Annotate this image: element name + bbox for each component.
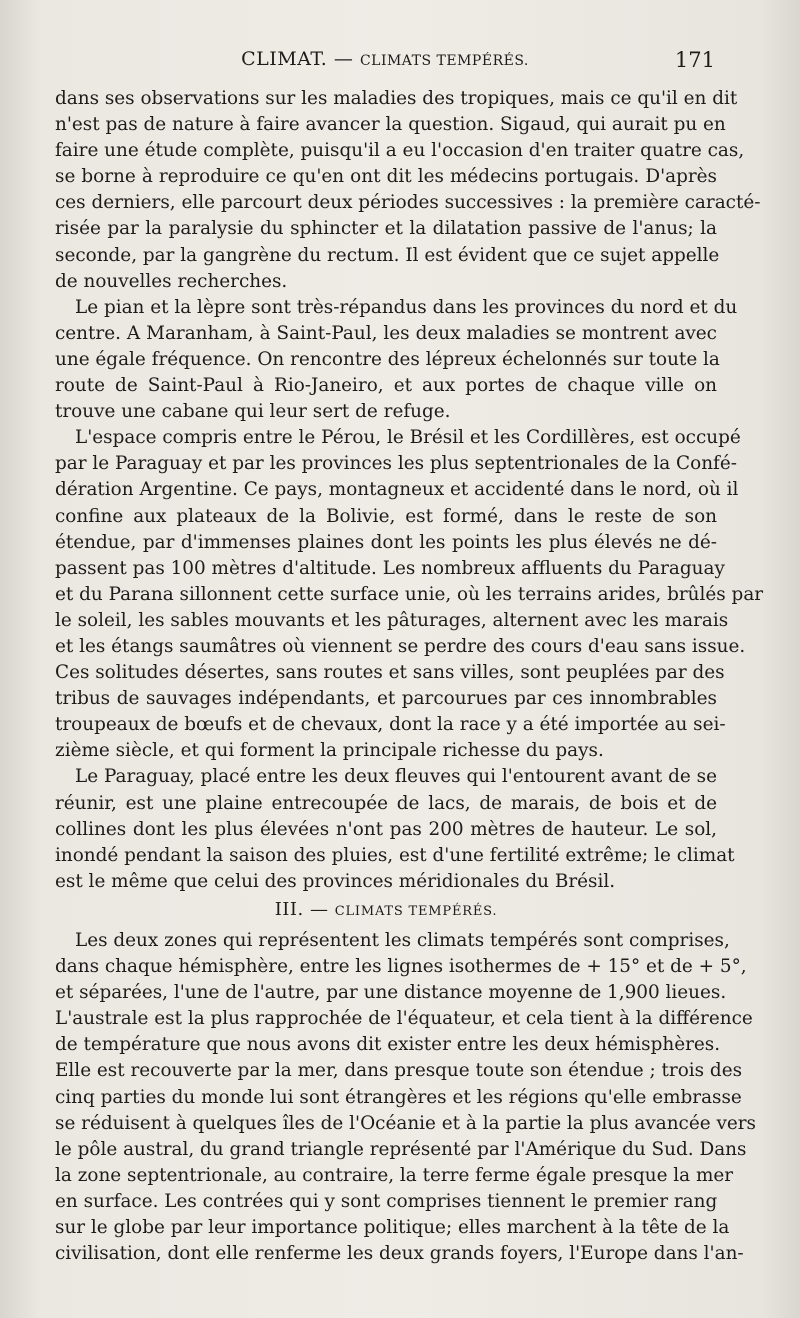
- text-line: passent pas 100 mètres d'altitude. Les nombreux affluents du Paraguay: [55, 557, 725, 579]
- section-dash: —: [309, 898, 329, 920]
- section-numeral: III.: [274, 898, 304, 920]
- text-line: la zone septentrionale, au contraire, la terre ferme égale presque la mer: [55, 1164, 734, 1186]
- text-line: une égale fréquence. On rencontre des lépreux échelonnés sur toute la: [55, 348, 720, 370]
- text-line: en surface. Les contrées qui y sont comprises tiennent le premier rang: [55, 1190, 718, 1212]
- section-title: CLIMATS TEMPÉRÉS.: [334, 903, 498, 919]
- page-header: [55, 48, 715, 82]
- running-head-main: CLIMAT.: [241, 48, 328, 70]
- text-line: est le même que celui des provinces méridionales du Brésil.: [55, 870, 616, 892]
- paragraph: [55, 425, 764, 764]
- text-line: civilisation, dont elle renferme les deux grands foyers, l'Europe dans l'an-: [55, 1243, 744, 1265]
- paragraph: [55, 295, 738, 425]
- text-line: troupeaux de bœufs et de chevaux, dont la race y a été importée au sei-: [55, 714, 726, 736]
- text-line: Les deux zones qui représentent les climats tempérés sont comprises,: [75, 930, 730, 951]
- text-line: Le Paraguay, placé entre les deux fleuves qui l'entourent avant de se: [75, 766, 717, 788]
- page-number: 171: [674, 48, 715, 72]
- text-line: trouve une cabane qui leur sert de refuge.: [55, 401, 451, 423]
- text-line: le soleil, les sables mouvants et les pâturages, alternent avec les marais: [55, 609, 729, 631]
- paragraph: [55, 928, 756, 1267]
- text-line: le pôle austral, du grand triangle représenté par l'Amérique du Sud. Dans: [55, 1138, 747, 1160]
- text-line: faire une étude complète, puisqu'il a eu l'occasion d'en traiter quatre cas,: [55, 140, 745, 162]
- text-line: se borne à reproduire ce qu'en ont dit les médecins portugais. D'après: [55, 166, 717, 188]
- text-line: ces derniers, elle parcourt deux périodes successives : la première caracté-: [55, 192, 761, 214]
- text-line: inondé pendant la saison des pluies, est d'une fertilité extrême; le climat: [55, 844, 735, 866]
- text-line: étendue, par d'immenses plaines dont les points les plus élevés ne dé-: [55, 531, 717, 553]
- text-line: centre. A Maranham, à Saint-Paul, les deux maladies se montrent avec: [55, 322, 717, 344]
- paragraphs: [55, 86, 764, 895]
- text-line: L'australe est la plus rapprochée de l'équateur, et cela tient à la différence: [55, 1008, 753, 1030]
- text-line: se réduisent à quelques îles de l'Océanie et à la partie la plus avancée vers: [55, 1112, 756, 1134]
- running-head-sub: CLIMATS TEMPÉRÉS.: [359, 53, 529, 69]
- text-line: risée par la paralysie du sphincter et la dilatation passive de l'anus; la: [55, 218, 717, 240]
- paragraph: [55, 764, 735, 894]
- text-line: de nouvelles recherches.: [55, 270, 288, 292]
- text-line: tribus de sauvages indépendants, et parcourues par ces innombrables: [55, 688, 717, 710]
- text-line: et séparées, l'une de l'autre, par une distance moyenne de 1,900 lieues.: [55, 982, 727, 1004]
- text-line: seconde, par la gangrène du rectum. Il est évident que ce sujet appelle: [55, 244, 720, 266]
- text-line: zième siècle, et qui forment la principale richesse du pays.: [55, 740, 604, 762]
- text-line: cinq parties du monde lui sont étrangères et les régions qu'elle embrasse: [55, 1086, 742, 1108]
- text-line: et du Parana sillonnent cette surface unie, où les terrains arides, brûlés par: [55, 583, 764, 605]
- section-paragraph-container: [55, 928, 756, 1267]
- text-line: sur le globe par leur importance politique; elles marchent à la tête de la: [55, 1217, 730, 1239]
- text-line: Ces solitudes désertes, sans routes et sans villes, sont peuplées par des: [55, 662, 725, 684]
- text-line: dans chaque hémisphère, entre les lignes isothermes de + 15° et de + 5°,: [55, 956, 747, 978]
- text-line: et les étangs saumâtres où viennent se perdre des cours d'eau sans issue.: [55, 635, 746, 657]
- text-line: L'espace compris entre le Pérou, le Brésil et les Cordillères, est occupé: [75, 427, 741, 449]
- section-heading: [55, 897, 717, 925]
- text-line: Elle est recouverte par la mer, dans presque toute son étendue ; trois des: [55, 1060, 743, 1082]
- text-line: dération Argentine. Ce pays, montagneux et accidenté dans le nord, où il: [55, 479, 739, 501]
- text-line: réunir, est une plaine entrecoupée de lacs, de marais, de bois et de: [55, 792, 717, 814]
- running-head-dash: —: [333, 48, 354, 70]
- text-line: par le Paraguay et par les provinces les plus septentrionales de la Confé-: [55, 453, 737, 475]
- text-line: confine aux plateaux de la Bolivie, est formé, dans le reste de son: [55, 505, 717, 527]
- paragraph: [55, 86, 761, 295]
- text-line: de température que nous avons dit exister entre les deux hémisphères.: [55, 1034, 721, 1056]
- page-body: [55, 86, 764, 1267]
- text-line: n'est pas de nature à faire avancer la question. Sigaud, qui aurait pu en: [55, 114, 726, 136]
- text-line: route de Saint-Paul à Rio-Janeiro, et aux portes de chaque ville on: [55, 375, 717, 397]
- text-line: collines dont les plus élevées n'ont pas 200 mètres de hauteur. Le sol,: [55, 818, 717, 840]
- text-line: dans ses observations sur les maladies des tropiques, mais ce qu'il en dit: [55, 88, 738, 109]
- running-head: [55, 48, 715, 70]
- text-line: Le pian et la lèpre sont très-répandus dans les provinces du nord et du: [75, 296, 738, 318]
